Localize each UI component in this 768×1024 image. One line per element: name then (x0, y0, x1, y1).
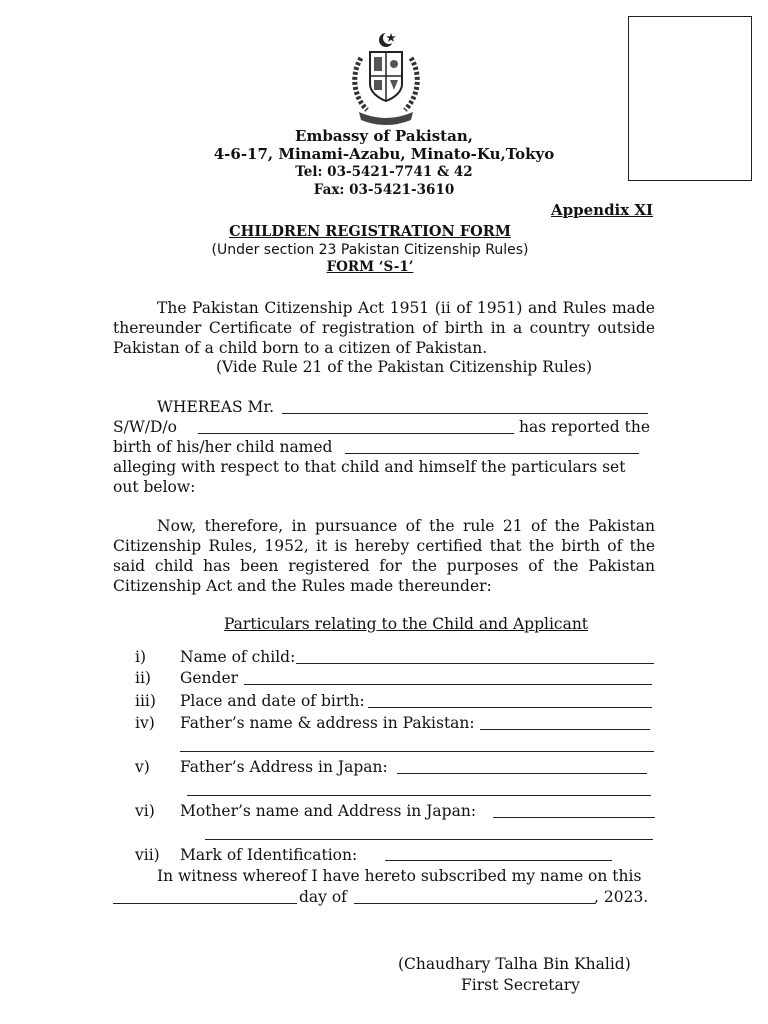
pakistan-emblem-icon (345, 30, 427, 126)
intro-paragraph: The Pakistan Citizenship Act 1951 (ii of 1951) and Rules made thereunder Certificate of registration of birth in a country outside Pakistan of a child born to a citizen of Pakistan. (113, 299, 655, 357)
witness-line: In witness whereof I have hereto subscribed my name on this (157, 867, 642, 885)
form-title: CHILDREN REGISTRATION FORM (229, 223, 511, 240)
father-japan-field-cont[interactable] (187, 795, 651, 796)
appendix-label: Appendix XI (551, 201, 654, 219)
certify-paragraph: Now, therefore, in pursuance of the rule 21 of the Pakistan Citizenship Rules, 1952, it is hereby certified that the birth of the said child has been registered for the purposes of the Pakistan Citizenship Act and the Rules made thereunder: (113, 517, 655, 595)
embassy-address: 4-6-17, Minami-Azabu, Minato-Ku,Tokyo (213, 145, 555, 163)
item-label: Father’s name & address in Pakistan: (180, 714, 475, 732)
swdo-line[interactable] (198, 433, 514, 434)
day-of-label: day of (299, 888, 347, 906)
signatory-name: (Chaudhary Talha Bin Khalid) (398, 955, 631, 973)
witness-month-field[interactable] (354, 903, 595, 904)
has-reported-text: has reported the (519, 418, 650, 436)
rule-note: (Vide Rule 21 of the Pakistan Citizenship Rules) (215, 358, 593, 376)
swdo-label: S/W/D/o (113, 418, 177, 436)
item-label: Father’s Address in Japan: (180, 758, 388, 776)
father-pakistan-field-cont[interactable] (180, 751, 654, 752)
item-number: vii) (135, 846, 160, 864)
child-name-line[interactable] (345, 453, 639, 454)
item-number: i) (135, 648, 147, 666)
item-label: Name of child: (180, 648, 296, 666)
witness-year: , 2023. (594, 888, 649, 906)
embassy-header (0, 127, 768, 199)
father-pakistan-field[interactable] (480, 729, 650, 730)
item-label: Place and date of birth: (180, 692, 365, 710)
item-number: iv) (135, 714, 155, 732)
whereas-label: WHEREAS Mr. (157, 398, 274, 416)
item-label: Mark of Identification: (180, 846, 358, 864)
particulars-title: Particulars relating to the Child and Applicant (223, 615, 589, 633)
item-number: v) (135, 758, 150, 776)
whereas-line5: out below: (113, 478, 196, 496)
item-label: Gender (180, 669, 239, 687)
father-japan-field[interactable] (397, 773, 647, 774)
item-number: ii) (135, 669, 151, 687)
signatory-title: First Secretary (461, 976, 580, 994)
mother-japan-field[interactable] (493, 817, 655, 818)
child-named-label: birth of his/her child named (113, 438, 333, 456)
identification-mark-field[interactable] (385, 860, 612, 861)
form-code: FORM ‘S-1’ (326, 259, 414, 275)
mother-japan-field-cont[interactable] (205, 839, 653, 840)
applicant-name-line[interactable] (282, 413, 648, 414)
item-label: Mother’s name and Address in Japan: (180, 802, 477, 820)
form-subtitle: (Under section 23 Pakistan Citizenship Rules) (211, 242, 529, 258)
child-name-field[interactable] (296, 663, 654, 664)
embassy-name: Embassy of Pakistan, (295, 127, 473, 145)
item-number: iii) (135, 692, 156, 710)
embassy-fax: Fax: 03-5421-3610 (313, 182, 455, 198)
witness-date-field[interactable] (113, 903, 297, 904)
embassy-tel: Tel: 03-5421-7741 & 42 (295, 164, 473, 180)
form-heading (0, 223, 754, 275)
gender-field[interactable] (244, 684, 652, 685)
birth-place-date-field[interactable] (368, 707, 652, 708)
whereas-line4: alleging with respect to that child and himself the particulars set (113, 458, 626, 476)
item-number: vi) (135, 802, 155, 820)
